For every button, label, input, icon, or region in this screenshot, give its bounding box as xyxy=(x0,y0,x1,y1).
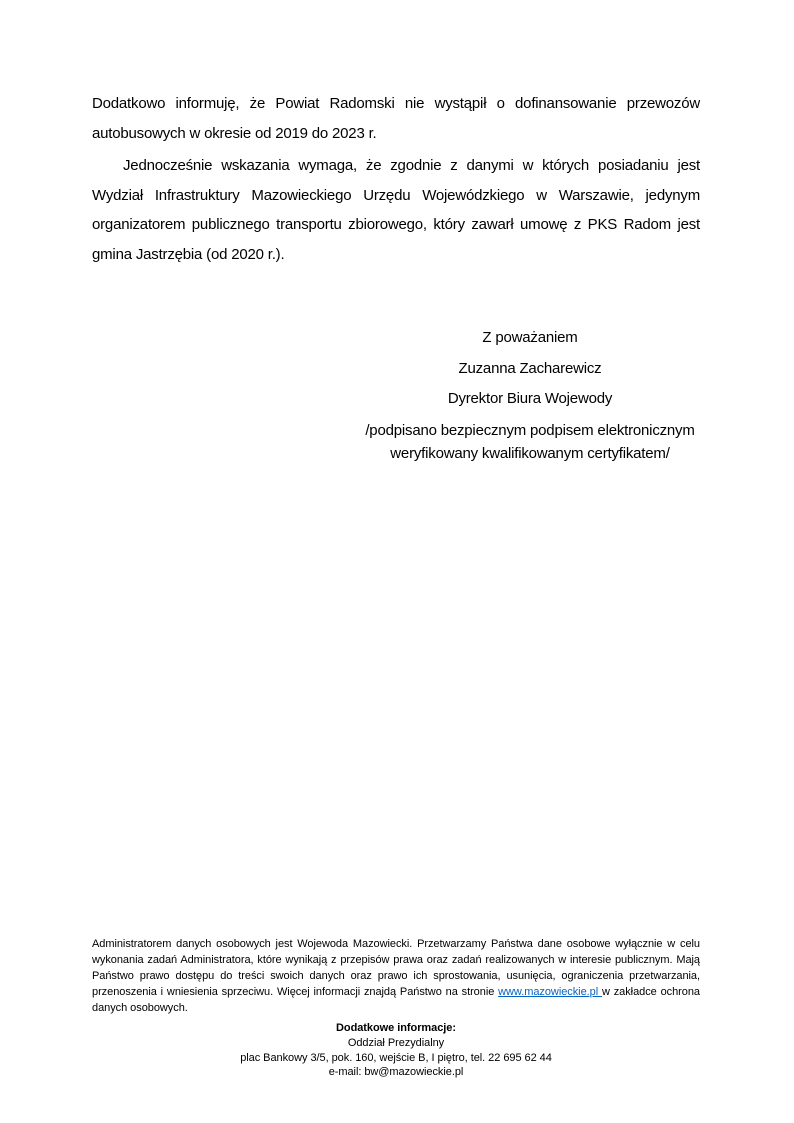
signature-title: Dyrektor Biura Wojewody xyxy=(447,390,613,407)
privacy-note-text-before-link: Administratorem danych osobowych jest Wojewoda Mazowiecki. Przetwarzamy Państwa dane osobowe wyłącznie w celu wykonania zadań Administratora, które wynikają z przepisów prawa oraz zadań realizowanych w interesie publicznym. Mają Państwo prawo dostępu do treści swoich danych oraz prawo ich sprostowania, usunięcia, ograniczenia przetwarzania, przenoszenia i wniesienia sprzeciwu. Więcej informacji znajdą Państwo na stronie xyxy=(92,938,700,998)
mazowieckie-website-link[interactable]: www.mazowieckie.pl xyxy=(498,986,602,998)
letter-paragraph-1: Dodatkowo informuję, że Powiat Radomski nie wystąpił o dofinansowanie przewozów autobusowych w okresie od 2019 do 2023 r. xyxy=(92,95,700,142)
electronic-signature-note-line-2: weryfikowany kwalifikowanym certyfikatem/ xyxy=(390,444,670,462)
email-line: e-mail: bw@mazowieckie.pl xyxy=(328,1066,464,1079)
letter-body xyxy=(92,89,700,269)
signature-name: Zuzanna Zacharewicz xyxy=(458,359,602,377)
letter-paragraph-2: Jednocześnie wskazania wymaga, że zgodnie z danymi w których posiadaniu jest Wydział Infrastruktury Mazowieckiego Urzędu Wojewódzkiego w Warszawie, jedynym organizatorem publicznego transportu zbiorowego, który zawarł umowę z PKS Radom jest gmina Jastrzębia (od 2020 r.). xyxy=(92,157,700,263)
contact-block xyxy=(92,1021,700,1080)
privacy-note xyxy=(92,936,700,1016)
electronic-signature-note-line-1: /podpisano bezpiecznym podpisem elektronicznym xyxy=(365,421,695,439)
electronic-signature-note xyxy=(345,419,715,465)
address-line: plac Bankowy 3/5, pok. 160, wejście B, I piętro, tel. 22 695 62 44 xyxy=(240,1051,552,1064)
additional-info-heading: Dodatkowe informacje: xyxy=(336,1022,456,1034)
signature-closing: Z poważaniem xyxy=(482,329,578,346)
privacy-note-text-after-link: w zakładce ochrona danych osobowych. xyxy=(92,986,700,1014)
signature-block xyxy=(345,323,715,465)
page-footer xyxy=(92,936,700,1080)
department-line: Oddział Prezydialny xyxy=(347,1036,445,1049)
